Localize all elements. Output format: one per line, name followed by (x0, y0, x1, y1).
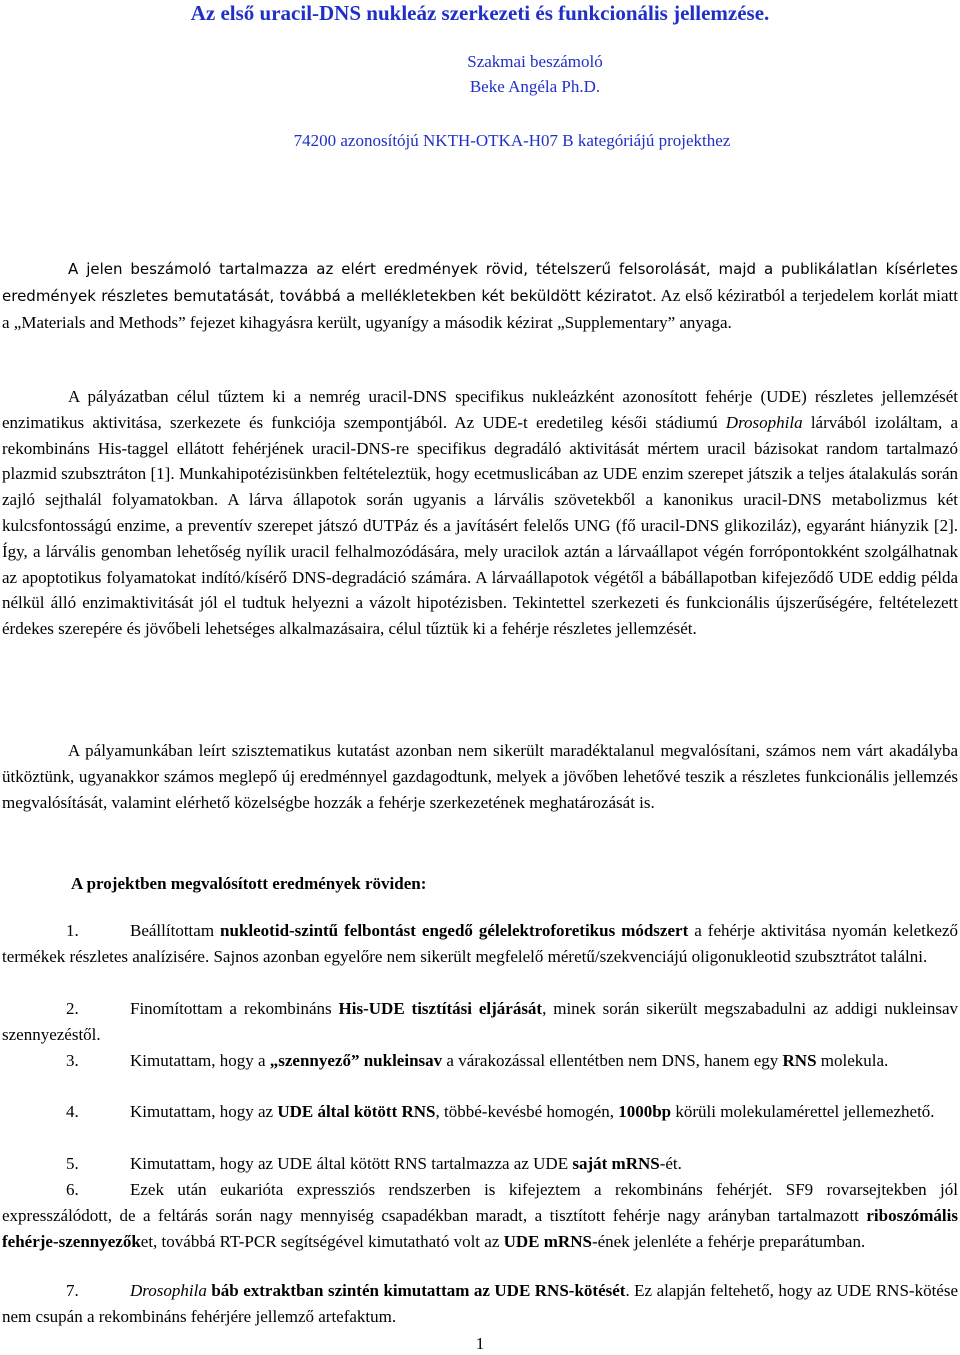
result-item-bold: báb extraktban szintén kimutattam az UDE RNS-kötését (206, 1281, 626, 1300)
result-item-bold: UDE mRNS (503, 1231, 592, 1251)
result-item-text: a fehérje aktivitása nyomán keletkező termékek részletes analízisére. Sajnos azonban egyelőre nem sikerült megfelelő méretű/szekvenciájú oligonukleotid szubsztrátot találni. (2, 921, 958, 966)
paragraph-intro-text-b: Az első kéziratból a terjedelem korlát miatt a „Materials and Methods” fejezet kihagyásra került, ugyanígy a második kézirat „Supplementary” anyaga. (2, 285, 958, 332)
result-item-number: 6. (66, 1180, 79, 1199)
result-item-text: Finomítottam a rekombináns (130, 999, 339, 1018)
result-item-number: 5. (66, 1154, 79, 1173)
result-item (2, 1278, 958, 1330)
result-item (2, 1151, 958, 1177)
section-heading: A projektben megvalósított eredmények röviden: (71, 874, 427, 893)
result-item (2, 1048, 958, 1074)
result-item-text: et, továbbá RT-PCR segítségével kimutatható volt az (140, 1231, 504, 1251)
page-number: 1 (475, 1334, 485, 1353)
paragraph-intro-text-a: A jelen beszámoló tartalmazza az elért eredmények rövid, tételszerű felsorolását, majd a publikálatlan kísérletes eredmények részletes bemutatását, továbbá a mellékletekben két beküldött kéziratot. (2, 260, 958, 305)
result-item (2, 996, 958, 1048)
result-item-number: 3. (66, 1051, 79, 1070)
paragraph-summary-text: A pályamunkában leírt szisztematikus kutatást azonban nem sikerült maradéktalanul megvalósítani, számos nem várt akadályba ütköztünk, ugyanakkor számos meglepő új eredménnyel gazdagodtunk, melyek a jövőben lehetővé teszik a részletes funkcionális jellemzés megvalósítását, valamint elérhető közelségbe hozzák a fehérje szerkezetének meghatározását is. (2, 741, 958, 812)
result-item-bold: UDE által kötött RNS (277, 1102, 436, 1121)
result-item-text: a várakozással ellentétben nem DNS, hanem egy (442, 1051, 783, 1070)
result-item-text: -ét. (659, 1154, 682, 1173)
result-item-bold: RNS (782, 1051, 817, 1070)
result-item (2, 1177, 958, 1254)
result-item-text: -ének jelenléte a fehérje preparátumban. (591, 1231, 866, 1251)
result-item-bold: riboszómális fehérje-szennyezők (2, 1205, 958, 1251)
result-item-text: Kimutattam, hogy az UDE által kötött RNS tartalmazza az UDE (130, 1154, 573, 1173)
result-item-text: , minek során sikerült megszabadulni az addigi nukleinsav szennyezéstől. (2, 999, 958, 1044)
result-item-number: 7. (66, 1281, 79, 1300)
paragraph-intro (2, 256, 958, 335)
result-item-number: 1. (66, 921, 79, 940)
result-item-text: , többé-kevésbé homogén, (435, 1102, 619, 1121)
result-item-text: Beállítottam (130, 921, 221, 940)
result-item-text: Kimutattam, hogy a (130, 1051, 270, 1070)
author-name: Beke Angéla Ph.D. (469, 77, 601, 96)
result-item-text: körüli molekulamérettel jellemezhető. (671, 1102, 935, 1121)
report-type: Szakmai beszámoló (467, 52, 603, 71)
result-item-text: molekula. (816, 1051, 889, 1070)
result-item-number: 4. (66, 1102, 79, 1121)
result-item (2, 1099, 958, 1125)
result-item-bold: His-UDE tisztítási eljárását (338, 999, 543, 1018)
result-item (2, 918, 958, 970)
result-item-bold: nukleotid-szintű felbontást engedő gélelektroforetikus módszert (220, 921, 689, 940)
result-item-text: . Ez alapján feltehető, hogy az UDE RNS-kötése nem csupán a rekombináns fehérjére jellemző artefaktum. (2, 1281, 958, 1326)
project-line: 74200 azonosítójú NKTH-OTKA-H07 B kategóriájú projekthez (293, 131, 731, 150)
document-title: Az első uracil-DNS nukleáz szerkezeti és funkcionális jellemzése. (190, 1, 770, 25)
paragraph-summary (2, 738, 958, 815)
result-item-number: 2. (66, 999, 79, 1018)
result-item-bold: saját mRNS (572, 1154, 660, 1173)
result-item-text: Ezek után eukarióta expressziós rendszerben is kifejeztem a rekombináns fehérjét. SF9 rovarsejtekben jól expresszálódott, de a feltárás során nagy mennyiség csapadékban maradt, a tisztított fehérje nagy arányban tartalmazott (2, 1180, 958, 1225)
result-item-bold: 1000bp (618, 1102, 672, 1121)
species-name: Drosophila (130, 1281, 207, 1300)
paragraph-aims-text-a: A pályázatban célul tűztem ki a nemrég uracil-DNS specifikus nukleázként azonosított fehérje (UDE) részletes jellemzését enzimatikus aktivitása, szerkezete és funkciója szempontjából. Az UDE-t eredetileg késői stádiumú (2, 387, 958, 432)
paragraph-aims-text-b: lárvából izoláltam, a rekombináns His-taggel ellátott fehérjének uracil-DNS-re specifikus degradáló aktivitását mértem uracil bázisokat random tartalmazó plazmid szubsztráton [1]. Munkahipotézisünkben feltételeztük, hogy ecetmuslicában az UDE enzim szerepet játszik a teljes átalakulás során zajló sejthalál folyamatokban. A lárva állapotok során ugyanis a lárvális szövetekből a kanonikus uracil-DNS metabolizmus két kulcsfontosságú enzime, a preventív szerepet játszó dUTPáz és a javításért felelős UNG (fő uracil-DNS glikoziláz), egyaránt hiányzik [2]. Így, a lárvális genomban lehetőség nyílik uracil felhalmozódására, mely uracilok aztán a lárvaállapot végén forrópontokként szolgálhatnak az apoptotikus folyamatokat indító/kísérő DNS-degradáció számára. A lárvaállapotok végétől a bábállapotban kifejeződő UDE eddig példa nélkül álló enzimaktivitását jól el tudtuk helyezni a vázolt hipotézisben. Tekintettel szerkezeti és funkcionális újszerűségére, feltételezett érdekes szerepére és jövőbeli lehetséges alkalmazásaira, célul tűztük ki a fehérje részletes jellemzését. (2, 412, 958, 639)
paragraph-aims (2, 384, 958, 642)
result-item-bold: „szennyező” nukleinsav (269, 1051, 443, 1070)
result-item-text: Kimutattam, hogy az (130, 1102, 278, 1121)
species-name: Drosophila (725, 412, 803, 432)
